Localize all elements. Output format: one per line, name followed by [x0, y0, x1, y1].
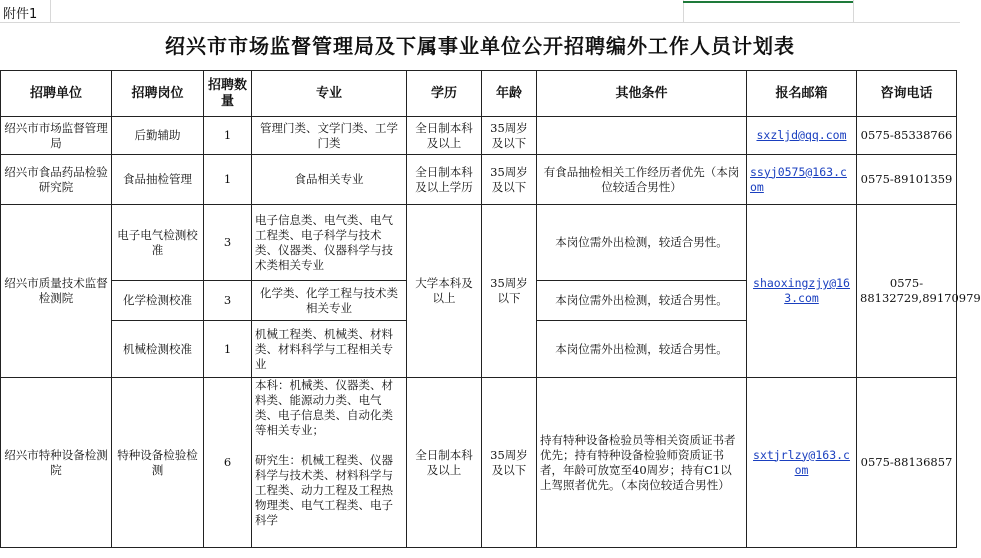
- header-row: [1, 71, 957, 117]
- age-cell: 35周岁及以下: [482, 378, 537, 548]
- recruitment-table: [0, 70, 981, 548]
- table-row: [1, 117, 957, 155]
- table-row: [1, 378, 957, 548]
- unit-cell: 绍兴市市场监督管理局: [1, 117, 112, 155]
- phone-cell: 0575-85338766: [857, 117, 957, 155]
- other-cell: 本岗位需外出检测，较适合男性。: [537, 205, 747, 281]
- major-cell: 管理门类、文学门类、工学门类: [252, 117, 407, 155]
- major-cell: [252, 378, 407, 548]
- count-cell: 3: [204, 281, 252, 321]
- table-row: [1, 155, 957, 205]
- header-unit: 招聘单位: [1, 71, 112, 117]
- age-cell: 35周岁及以下: [482, 117, 537, 155]
- other-cell: 本岗位需外出检测，较适合男性。: [537, 281, 747, 321]
- other-cell: 持有特种设备检验员等相关资质证书者优先；持有特种设备检验师资质证书者，年龄可放宽至40周岁；持有C1以上驾照者优先。（本岗位较适合男性）: [537, 378, 747, 548]
- header-position: 招聘岗位: [112, 71, 204, 117]
- position-cell: 特种设备检验检测: [112, 378, 204, 548]
- position-cell: 机械检测校准: [112, 321, 204, 378]
- email-link[interactable]: ssyj0575@163.com: [747, 155, 857, 205]
- header-email: 报名邮箱: [747, 71, 857, 117]
- position-cell: 化学检测校准: [112, 281, 204, 321]
- education-cell: 全日制本科及以上: [407, 378, 482, 548]
- header-age: 年龄: [482, 71, 537, 117]
- header-phone: 咨询电话: [857, 71, 957, 117]
- age-cell: 35周岁以下: [482, 205, 537, 378]
- major-cell: 食品相关专业: [252, 155, 407, 205]
- email-link[interactable]: sxtjrlzy@163.com: [747, 378, 857, 548]
- header-count: 招聘数量: [204, 71, 252, 117]
- email-link[interactable]: shaoxingzjy@163.com: [747, 205, 857, 378]
- major-text: 本科：机械类、仪器类、材料类、能源动力类、电气类、电子信息类、自动化类等相关专业； 研究生：机械工程类、仪器科学与技术类、材料科学与工程类、动力工程及工程热物理类、电气工程类、电子科学: [255, 378, 393, 527]
- count-cell: 1: [204, 155, 252, 205]
- page-title: 绍兴市市场监督管理局及下属事业单位公开招聘编外工作人员计划表: [165, 34, 795, 58]
- header-other: 其他条件: [537, 71, 747, 117]
- phone-cell: 0575-89101359: [857, 155, 957, 205]
- education-cell: 大学本科及以上: [407, 205, 482, 378]
- count-cell: 1: [204, 321, 252, 378]
- major-cell: 电子信息类、电气类、电气工程类、电子科学与技术类、仪器类、仪器科学与技术类相关专业: [252, 205, 407, 281]
- active-cell-indicator: [683, 1, 853, 3]
- unit-cell: 绍兴市质量技术监督检测院: [1, 205, 112, 378]
- count-cell: 1: [204, 117, 252, 155]
- sheet-top-bar: [0, 0, 960, 23]
- education-cell: 全日制本科及以上: [407, 117, 482, 155]
- unit-cell: 绍兴市食品药品检验研究院: [1, 155, 112, 205]
- phone-cell: 0575-88136857: [857, 378, 957, 548]
- position-cell: 电子电气检测校准: [112, 205, 204, 281]
- other-cell: 本岗位需外出检测，较适合男性。: [537, 321, 747, 378]
- position-cell: 后勤辅助: [112, 117, 204, 155]
- header-major: 专业: [252, 71, 407, 117]
- position-cell: 食品抽检管理: [112, 155, 204, 205]
- age-cell: 35周岁及以下: [482, 155, 537, 205]
- major-cell: 机械工程类、机械类、材料类、材料科学与工程相关专业: [252, 321, 407, 378]
- other-cell: [537, 117, 747, 155]
- header-education: 学历: [407, 71, 482, 117]
- major-cell: 化学类、化学工程与技术类相关专业: [252, 281, 407, 321]
- count-cell: 6: [204, 378, 252, 548]
- table-row: [1, 205, 957, 281]
- unit-cell: 绍兴市特种设备检测院: [1, 378, 112, 548]
- other-cell: 有食品抽检相关工作经历者优先（本岗位较适合男性）: [537, 155, 747, 205]
- phone-cell: 0575-88132729,89170979: [857, 205, 957, 378]
- email-link[interactable]: sxzljd@qq.com: [747, 117, 857, 155]
- attachment-label: 附件1: [3, 7, 38, 22]
- education-cell: 全日制本科及以上学历: [407, 155, 482, 205]
- count-cell: 3: [204, 205, 252, 281]
